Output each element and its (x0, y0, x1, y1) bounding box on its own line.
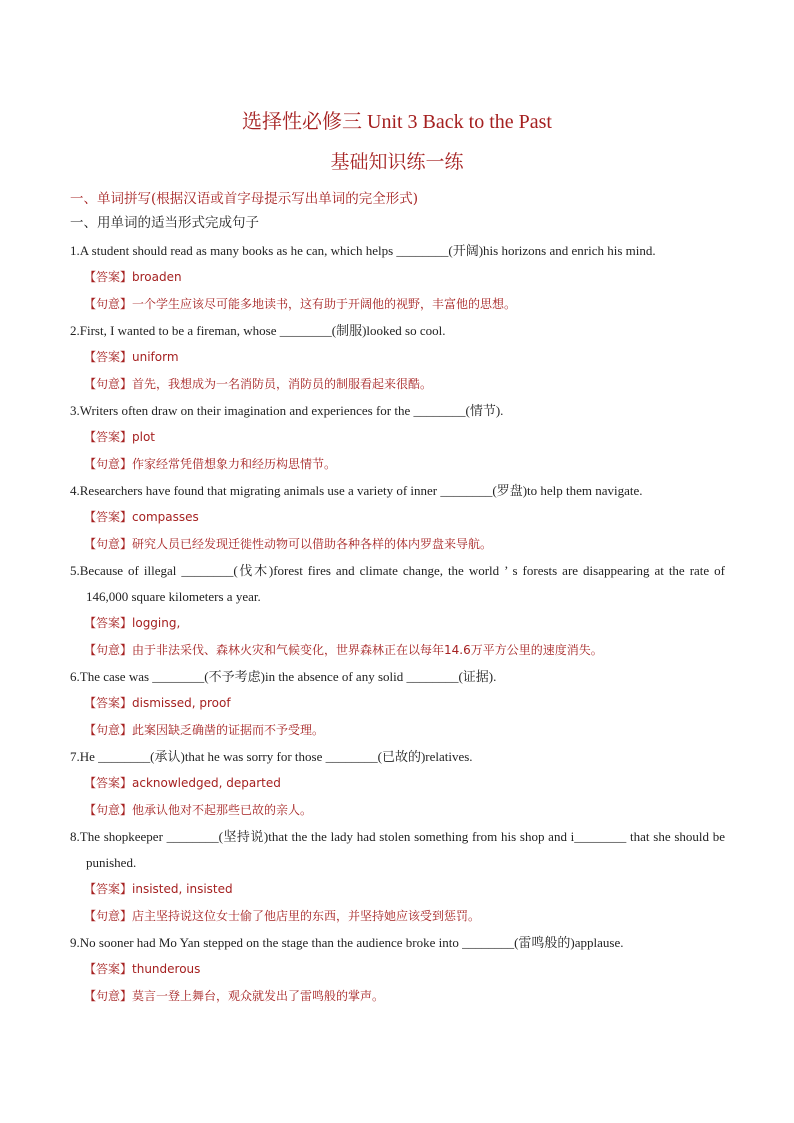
question-text: 9.No sooner had Mo Yan stepped on the stage than the audience broke into ________(雷鸣般的)applause. (70, 935, 624, 950)
exercise-item (70, 318, 725, 397)
meaning-line (70, 717, 725, 744)
answer-line (70, 344, 725, 371)
answer-label: 【答案】 (84, 270, 133, 284)
meaning-label: 【句意】 (84, 296, 133, 311)
question-text: 7.He ________(承认)that he was sorry for those ________(已故的)relatives. (70, 749, 473, 764)
exercise-list (70, 238, 725, 1010)
answer-text: plot (132, 430, 156, 444)
meaning-text: 莫言一登上舞台，观众就发出了雷鸣般的掌声。 (132, 988, 385, 1003)
meaning-text: 由于非法采伐、森林火灾和气候变化，世界森林正在以每年14.6万平方公里的速度消失。 (132, 642, 603, 657)
section-heading-sentences: 一、用单词的适当形式完成句子 (70, 215, 259, 231)
meaning-label: 【句意】 (84, 722, 133, 737)
meaning-label: 【句意】 (84, 376, 133, 391)
meaning-text: 首先，我想成为一名消防员，消防员的制服看起来很酷。 (132, 376, 433, 391)
answer-label: 【答案】 (84, 696, 133, 710)
exercise-item (70, 824, 725, 929)
meaning-label: 【句意】 (84, 536, 133, 551)
answer-line (70, 690, 725, 717)
answer-line (70, 956, 725, 983)
answer-label: 【答案】 (84, 882, 133, 896)
exercise-item (70, 478, 725, 557)
answer-line (70, 610, 725, 637)
exercise-item (70, 744, 725, 823)
meaning-label: 【句意】 (84, 988, 133, 1003)
meaning-text: 作家经常凭借想象力和经历构思情节。 (132, 456, 337, 471)
meaning-text: 此案因缺乏确凿的证据而不予受理。 (132, 722, 325, 737)
meaning-label: 【句意】 (84, 802, 133, 817)
answer-text: thunderous (132, 962, 201, 976)
answer-label: 【答案】 (84, 776, 133, 790)
meaning-line (70, 291, 725, 318)
meaning-line (70, 797, 725, 824)
answer-text: uniform (132, 350, 179, 364)
answer-text: dismissed, proof (132, 696, 231, 710)
meaning-line (70, 451, 725, 478)
answer-label: 【答案】 (84, 510, 133, 524)
meaning-text: 他承认他对不起那些已故的亲人。 (132, 802, 313, 817)
meaning-text: 一个学生应该尽可能多地读书，这有助于开阔他的视野，丰富他的思想。 (132, 296, 517, 311)
answer-text: insisted, insisted (132, 882, 233, 896)
meaning-text: 店主坚持说这位女士偷了他店里的东西，并坚持她应该受到惩罚。 (132, 908, 481, 923)
question-text: 8.The shopkeeper ________(坚持说)that the the lady had stolen something from his shop and i________ that she should be punished. (70, 829, 725, 870)
answer-text: broaden (132, 270, 182, 284)
question-text: 1.A student should read as many books as he can, which helps ________(开阔)his horizons and enrich his mind. (70, 243, 656, 258)
answer-label: 【答案】 (84, 430, 133, 444)
meaning-line (70, 903, 725, 930)
section-heading-spelling: 一、单词拼写(根据汉语或首字母提示写出单词的完全形式) (70, 191, 419, 207)
meaning-line (70, 531, 725, 558)
answer-line (70, 424, 725, 451)
answer-line (70, 504, 725, 531)
exercise-item (70, 930, 725, 1009)
answer-label: 【答案】 (84, 962, 133, 976)
question-text: 2.First, I wanted to be a fireman, whose ________(制服)looked so cool. (70, 323, 446, 338)
page-title: 选择性必修三 Unit 3 Back to the Past (242, 111, 552, 133)
answer-text: acknowledged, departed (132, 776, 281, 790)
answer-line (70, 264, 725, 291)
exercise-item (70, 398, 725, 477)
question-text: 6.The case was ________(不予考虑)in the absence of any solid ________(证据). (70, 669, 497, 684)
exercise-item (70, 558, 725, 663)
page-subtitle: 基础知识练一练 (330, 151, 464, 173)
meaning-line (70, 983, 725, 1010)
exercise-item (70, 238, 725, 317)
exercise-item (70, 664, 725, 743)
meaning-label: 【句意】 (84, 456, 133, 471)
meaning-line (70, 371, 725, 398)
question-text: 5.Because of illegal ________(伐木)forest fires and climate change, the world ’ s forests are disappearing at the rate of 146,000 square kilometers a year. (70, 563, 725, 604)
answer-line (70, 876, 725, 903)
question-text: 4.Researchers have found that migrating animals use a variety of inner ________(罗盘)to help them navigate. (70, 483, 643, 498)
answer-text: logging, (132, 616, 181, 630)
question-text: 3.Writers often draw on their imagination and experiences for the ________(情节). (70, 403, 504, 418)
meaning-label: 【句意】 (84, 642, 133, 657)
meaning-text: 研究人员已经发现迁徙性动物可以借助各种各样的体内罗盘来导航。 (132, 536, 493, 551)
answer-text: compasses (132, 510, 199, 524)
meaning-line (70, 637, 725, 664)
answer-label: 【答案】 (84, 616, 133, 630)
answer-label: 【答案】 (84, 350, 133, 364)
meaning-label: 【句意】 (84, 908, 133, 923)
answer-line (70, 770, 725, 797)
